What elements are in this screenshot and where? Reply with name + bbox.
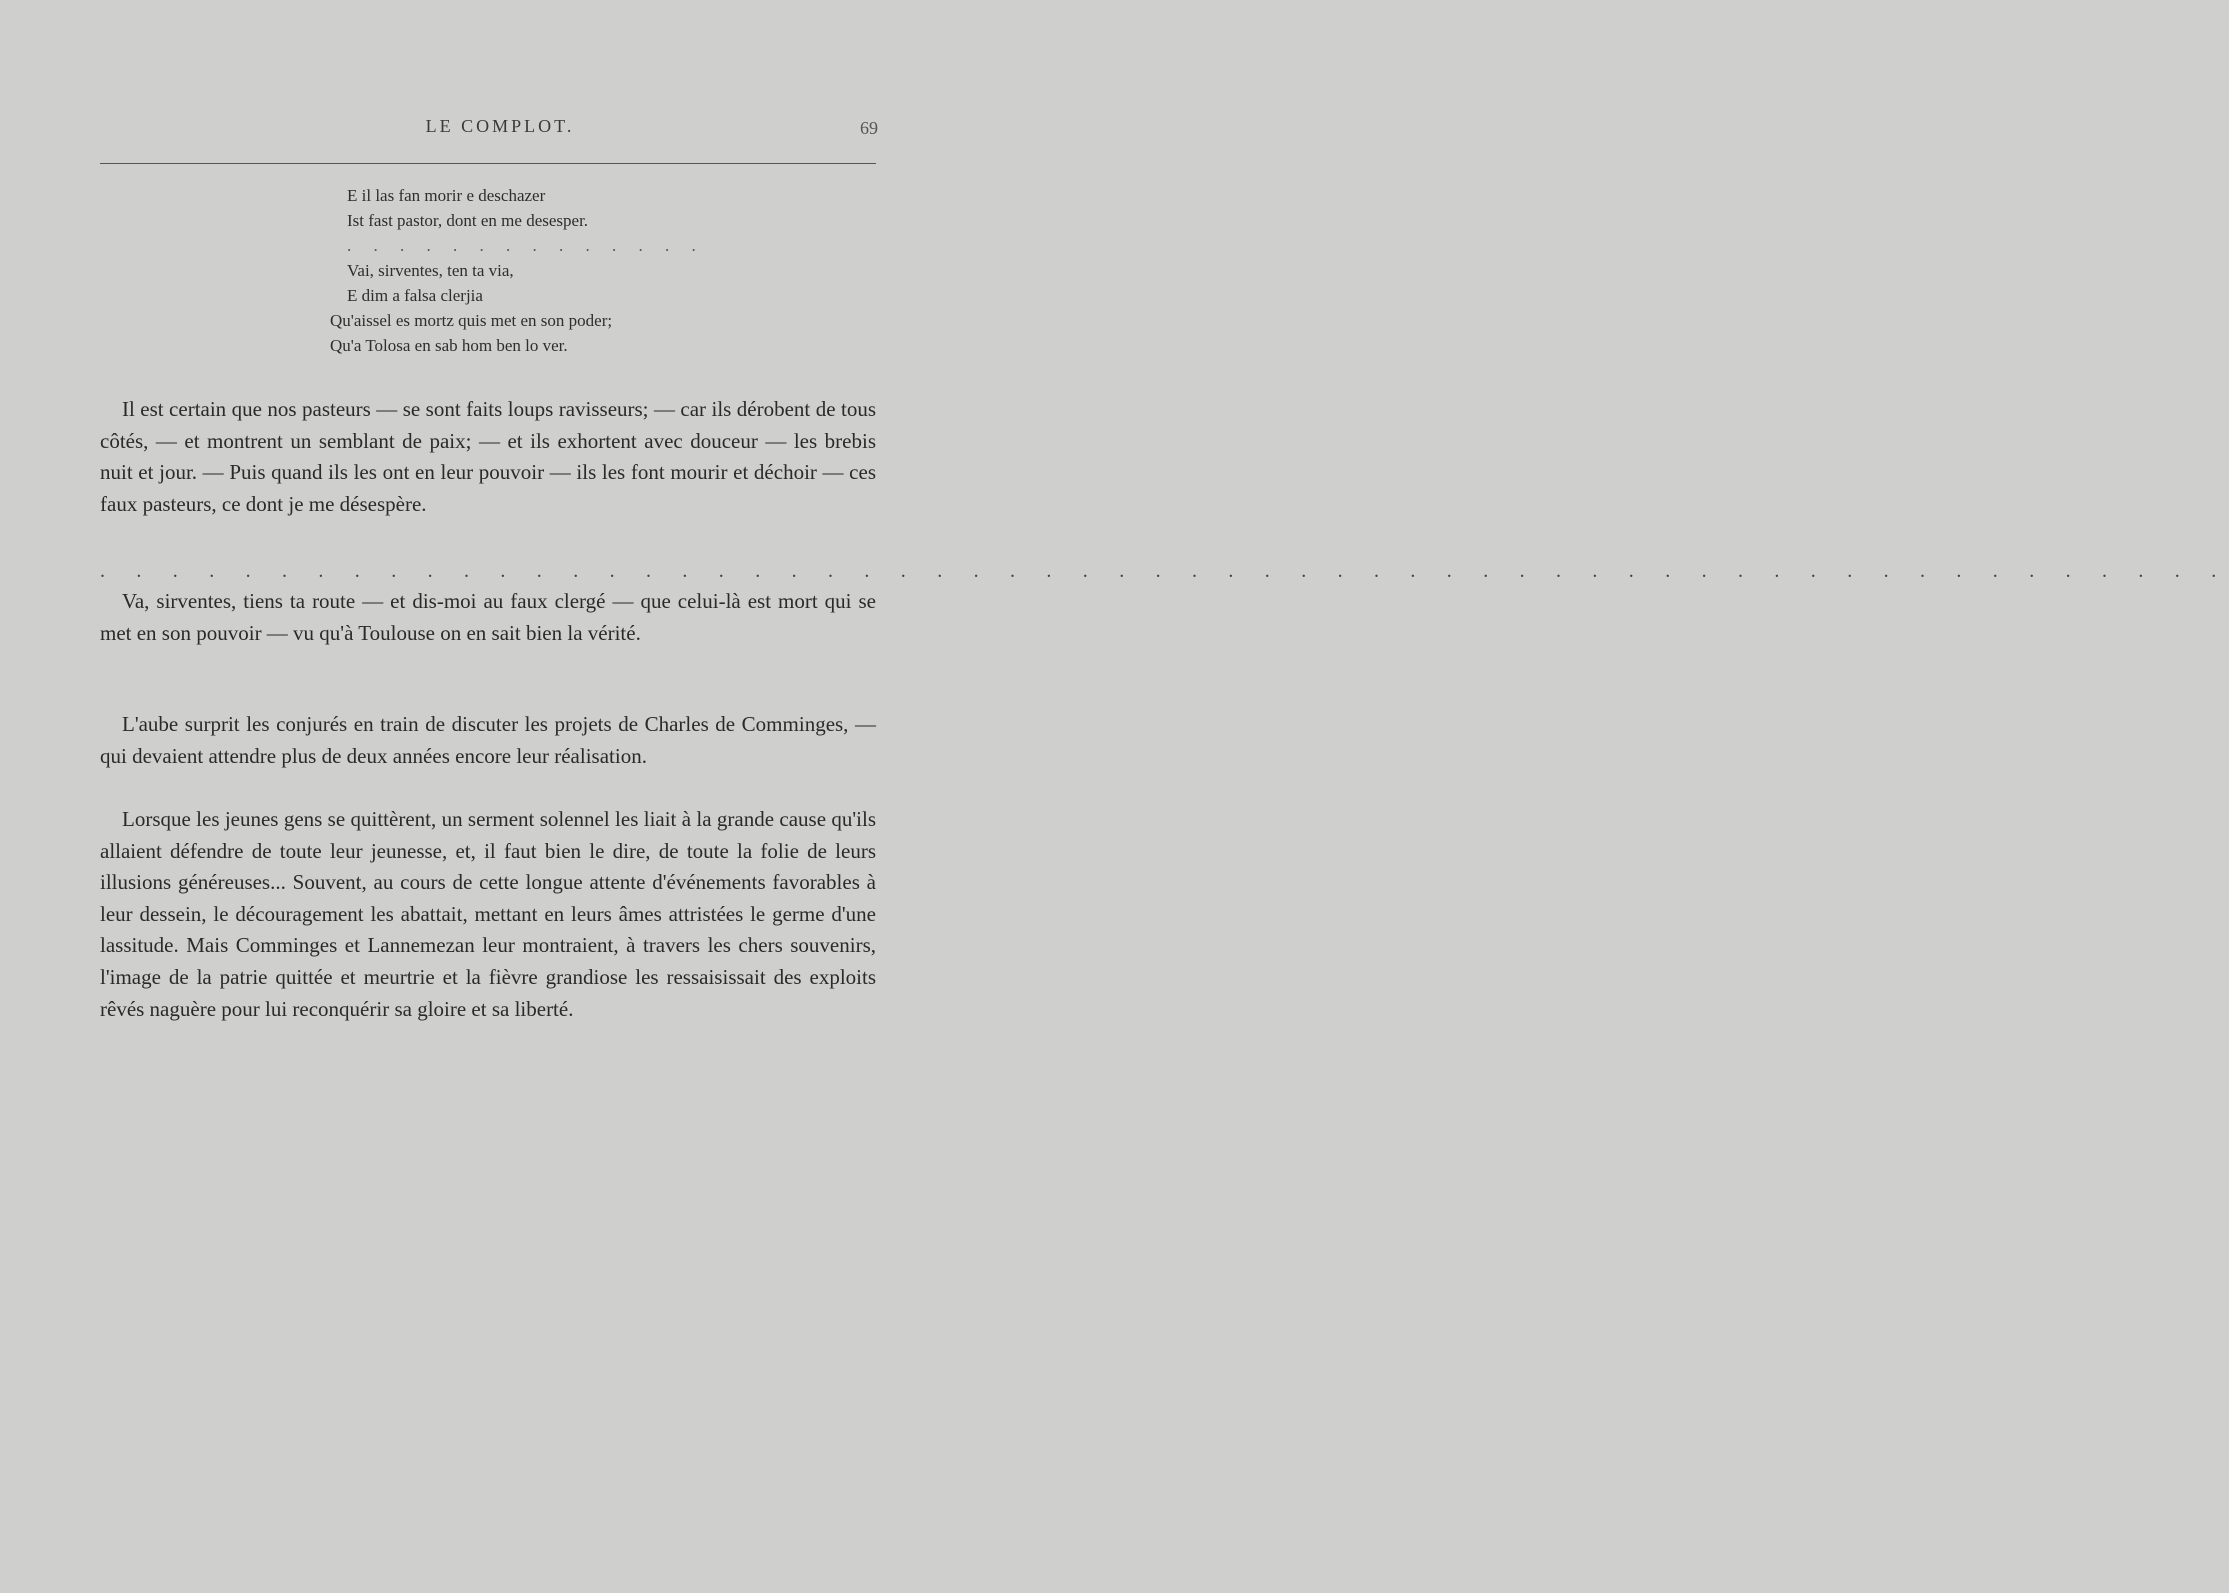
verse-ellipsis: . . . . . . . . . . . . . . (347, 236, 705, 255)
verse-line: Vai, sirventes, ten ta via, (347, 261, 514, 280)
translation-paragraph-2 (100, 586, 876, 649)
body-paragraph-2 (100, 804, 876, 1025)
paragraph-text: Il est certain que nos pasteurs — se sont faits loups ravisseurs; — car ils dérobent de tous côtés, — et montrent un semblant de paix; — et ils exhortent avec douceur — les brebis nuit et jour. — Puis quand ils les ont en leur pouvoir — ils les font mourir et déchoir — ces faux pasteurs, ce dont je me désespère. (100, 397, 876, 516)
paragraph-text: L'aube surprit les conjurés en train de discuter les projets de Charles de Comminges, — qui devaient attendre plus de deux années encore leur réalisation. (100, 712, 876, 768)
verse-block-1 (330, 183, 588, 233)
verse-line: Qu'aissel es mortz quis met en son poder; (330, 311, 613, 330)
paragraph-text: Va, sirventes, tiens ta route — et dis-moi au faux clergé — que celui-là est mort qui se met en son pouvoir — vu qu'à Toulouse on en sait bien la vérité. (100, 589, 876, 645)
verse-line: Ist fast pastor, dont en me desesper. (347, 211, 589, 230)
verse-block-2 (330, 258, 612, 358)
page-number: 69 (860, 118, 878, 138)
verse-line: E il las fan morir e deschazer (347, 186, 546, 205)
translation-paragraph-1 (100, 394, 876, 520)
translation-ellipsis: . . . . . . . . . . . . . . . . . . . . . . . . . . . . . . . . . . . . . . . . . . . . . . . . . . . . . . . . . . . (100, 560, 2229, 582)
verse-line: E dim a falsa clerjia (347, 286, 483, 305)
body-paragraph-1 (100, 709, 876, 772)
running-title: LE COMPLOT. (425, 116, 575, 136)
verse-line: Qu'a Tolosa en sab hom ben lo ver. (330, 336, 568, 355)
paragraph-text: Lorsque les jeunes gens se quittèrent, un serment solennel les liait à la grande cause qu'ils allaient défendre de toute leur jeunesse, et, il faut bien le dire, de toute la folie de leurs illusions généreuses... Souvent, au cours de cette longue attente d'événements favorables à leur dessein, le découragement les abattait, mettant en leurs âmes attristées le germe d'une lassitude. Mais Comminges et Lannemezan leur montraient, à travers les chers souvenirs, l'image de la patrie quittée et meurtrie et la fièvre grandiose les ressaisissait des exploits rêvés naguère pour lui reconquérir sa gloire et sa liberté. (100, 807, 876, 1021)
header-rule (100, 163, 876, 164)
